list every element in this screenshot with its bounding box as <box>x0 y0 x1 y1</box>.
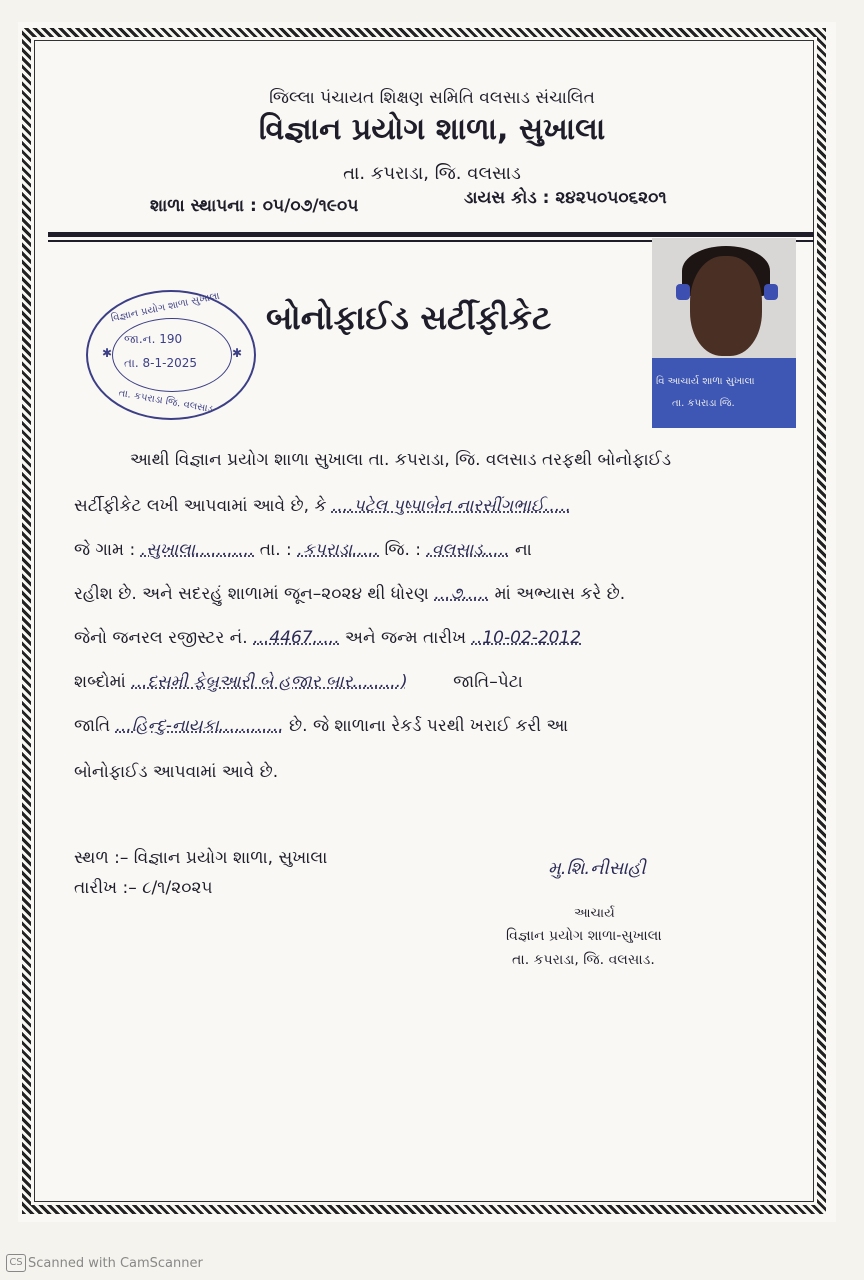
body-line-2 <box>74 496 571 516</box>
body-text: શબ્દોમાં <box>74 672 126 692</box>
school-stamp <box>86 290 256 420</box>
birth-date-words: ...દસમી ફેબ્રુઆરી બે હજાર બાર.........) <box>131 672 408 692</box>
stamp-number: જા.ન. 190 <box>124 332 183 346</box>
stamp-inner-ring <box>112 318 232 392</box>
photo-stamp-line2: તા. કપરાડા જિ. <box>672 398 735 409</box>
signature-handwritten: મુ.શિ.નીસાહી <box>548 858 646 879</box>
body-line-7 <box>74 716 568 736</box>
body-line-6 <box>74 672 523 692</box>
body-text: તા. : <box>259 540 292 560</box>
body-line-4 <box>74 584 625 604</box>
birth-date: ..10-02-2012 <box>471 628 582 648</box>
body-text: આથી વિજ્ઞાન પ્રયોગ શાળા સુખાલા તા. કપરાડા, જિ. વલસાડ તરફથી બોનોફાઈડ <box>130 450 672 470</box>
certificate-title: બોનોફાઈડ સર્ટીફીકેટ <box>266 298 552 337</box>
body-text: જે ગામ : <box>74 540 136 560</box>
star-icon: ✱ <box>102 346 113 360</box>
standard-value: ...૭..... <box>434 584 490 604</box>
body-line-1 <box>130 450 671 470</box>
photo-stamp-line1: વિ આચાર્ય શાળા સુખાલા <box>656 376 755 387</box>
signature-role: આચાર્ય <box>574 906 615 921</box>
body-text: જાતિ–પેટા <box>453 672 523 692</box>
ribbon-icon <box>676 284 690 300</box>
photo-uniform <box>652 358 796 428</box>
taluka-value: .કપરાડા..... <box>297 540 380 560</box>
body-text: જાતિ <box>74 716 111 736</box>
village-value: .સુખાલા........... <box>140 540 255 560</box>
camscanner-icon: CS <box>6 1254 26 1272</box>
caste-value: ...હિન્દુ-નાયકા............ <box>115 716 284 736</box>
date-line: તારીખ :– ૮/૧/૨૦૨૫ <box>74 878 213 898</box>
body-line-3 <box>74 540 532 560</box>
student-photo <box>652 238 796 428</box>
body-line-5 <box>74 628 581 648</box>
body-text: જેનો જનરલ રજીસ્ટર નં. <box>74 628 248 648</box>
ribbon-icon <box>764 284 778 300</box>
district-value: .વલસાડ..... <box>426 540 510 560</box>
signature-school: વિજ્ઞાન પ્રયોગ શાળા-સુખાલા <box>506 928 662 944</box>
org-heading: જિલ્લા પંચાયત શિક્ષણ સમિતિ વલસાડ સંચાલિત <box>269 88 595 108</box>
body-text: જિ. : <box>384 540 421 560</box>
body-text: રહીશ છે. અને સદરહું શાળામાં જૂન–૨૦૨૪ થી ધોરણ <box>74 584 429 604</box>
body-text: માં અભ્યાસ કરે છે. <box>494 584 626 604</box>
dise-code: ડાયસ કોડ : ૨૪૨૫૦૫૦૬૨૦૧ <box>464 188 667 208</box>
school-name: વિજ્ઞાન પ્રયોગ શાળા, સુખાલા <box>258 112 606 147</box>
stamp-date: તા. 8-1-2025 <box>124 356 197 370</box>
place-line: સ્થળ :– વિજ્ઞાન પ્રયોગ શાળા, સુખાલા <box>74 848 328 868</box>
stamp-arc-bottom: તા. કપરાડા જિ. વલસાડ <box>117 387 214 416</box>
body-line-8: બોનોફાઈડ આપવામાં આવે છે. <box>74 762 279 782</box>
established-date: શાળા સ્થાપના : ૦૫/૦૭/૧૯૦૫ <box>150 196 359 216</box>
photo-face <box>690 256 762 356</box>
body-text: અને જન્મ તારીખ <box>345 628 467 648</box>
body-text: ના <box>514 540 532 560</box>
student-name: ....પટેલ પુષ્પાબેન નારસીંગભાઈ..... <box>331 496 571 516</box>
signature-address: તા. કપરાડા, જિ. વલસાડ. <box>512 952 655 968</box>
body-text: છે. જે શાળાના રેકર્ડ પરથી ખરાઈ કરી આ <box>289 716 569 736</box>
header-rule-thick <box>48 232 814 237</box>
star-icon: ✱ <box>231 346 242 360</box>
school-address: તા. કપરાડા, જિ. વલસાડ <box>343 163 521 184</box>
stamp-arc-top: વિજ્ઞાન પ્રયોગ શાળા સુખાલા <box>110 290 221 325</box>
body-text: સર્ટીફીકેટ લખી આપવામાં આવે છે, કે <box>74 496 327 516</box>
register-number: ...4467..... <box>253 628 340 648</box>
scanner-watermark: Scanned with CamScanner <box>28 1256 203 1271</box>
